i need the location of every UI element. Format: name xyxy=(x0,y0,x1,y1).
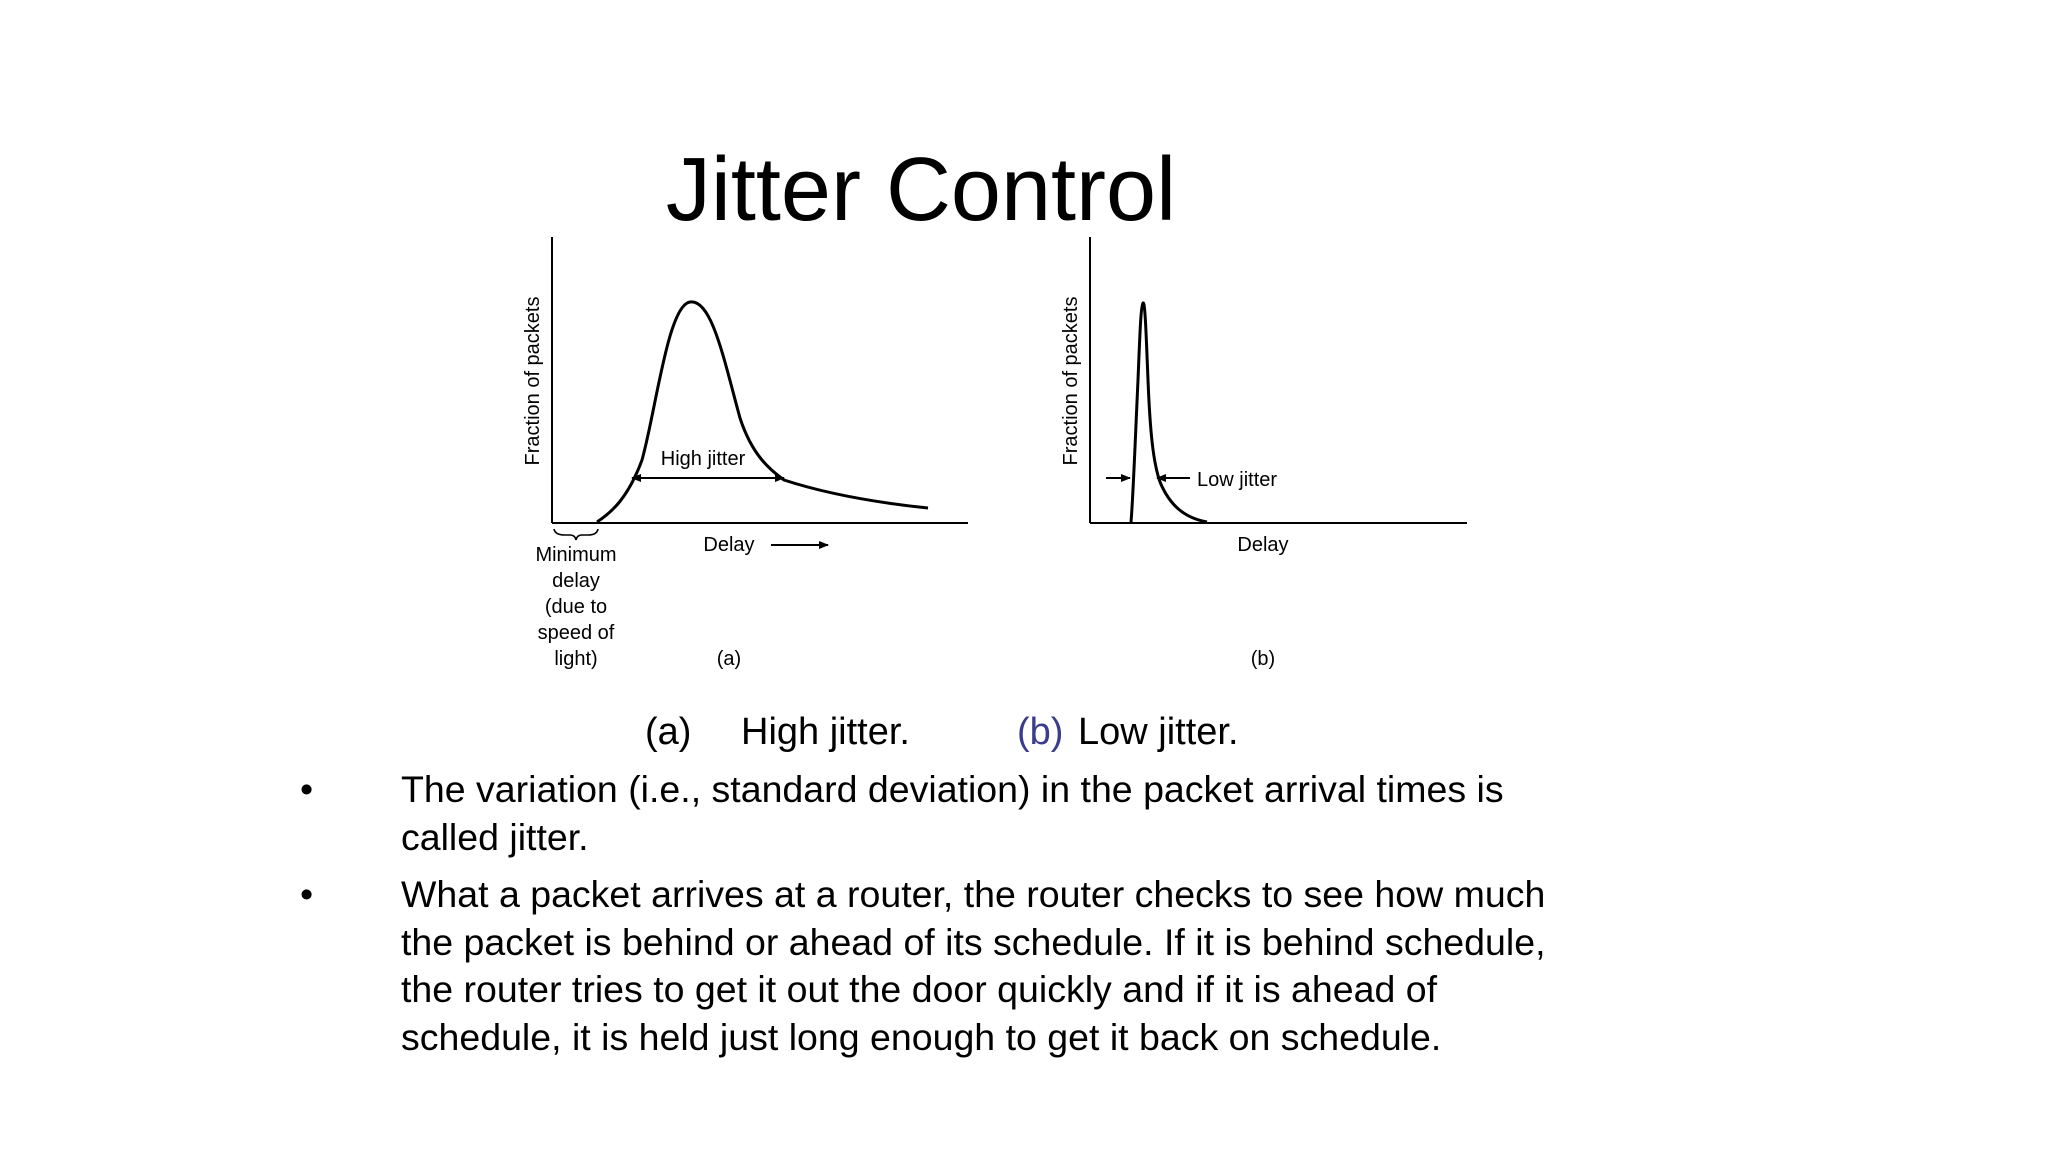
panel-a xyxy=(522,237,968,670)
bullet-text: The variation (i.e., standard deviation) in the packet arrival times is called jitter. xyxy=(401,768,1504,858)
panel-b-x-label: Delay xyxy=(1237,534,1289,556)
bullet-list xyxy=(300,766,1600,1071)
caption-b-letter: (b) xyxy=(1017,711,1064,753)
bullet-marker: • xyxy=(300,768,314,810)
caption-b-text: Low jitter. xyxy=(1078,711,1239,753)
panel-a-min-delay-line-3: (due to xyxy=(544,596,608,618)
caption-a-letter: (a) xyxy=(645,711,692,753)
bullet-marker: • xyxy=(300,873,314,915)
panel-a-min-delay-brace xyxy=(554,529,598,540)
panel-b-low-jitter-curve xyxy=(1131,303,1207,522)
panel-a-x-label: Delay xyxy=(703,534,755,556)
bullet-item xyxy=(300,766,1600,861)
panel-b xyxy=(1060,237,1467,670)
panel-a-min-delay-line-4: speed of xyxy=(537,622,615,644)
panel-a-high-jitter-curve xyxy=(597,302,928,522)
panel-a-jitter-label: High jitter xyxy=(660,448,746,470)
panel-b-y-label: Fraction of packets xyxy=(1060,296,1082,466)
bullet-text: What a packet arrives at a router, the router checks to see how much the packet is behind or ahead of its schedule. If it is behind schedule, the router tries to get it out the door quickly and if it is ahead of schedule, it is held just long enough to get it back on schedule. xyxy=(401,873,1546,1058)
panel-a-label: (a) xyxy=(716,648,742,670)
caption-a-text: High jitter. xyxy=(741,711,910,753)
panel-a-min-delay-line-1: Minimum xyxy=(535,544,617,566)
slide-title: Jitter Control xyxy=(665,140,1177,240)
panel-b-label: (b) xyxy=(1250,648,1276,670)
panel-a-min-delay-line-5: light) xyxy=(554,648,598,670)
bullet-item xyxy=(300,871,1600,1061)
panel-a-y-label: Fraction of packets xyxy=(522,296,544,466)
panel-b-jitter-label: Low jitter xyxy=(1197,469,1278,491)
panel-a-min-delay-line-2: delay xyxy=(552,570,600,592)
